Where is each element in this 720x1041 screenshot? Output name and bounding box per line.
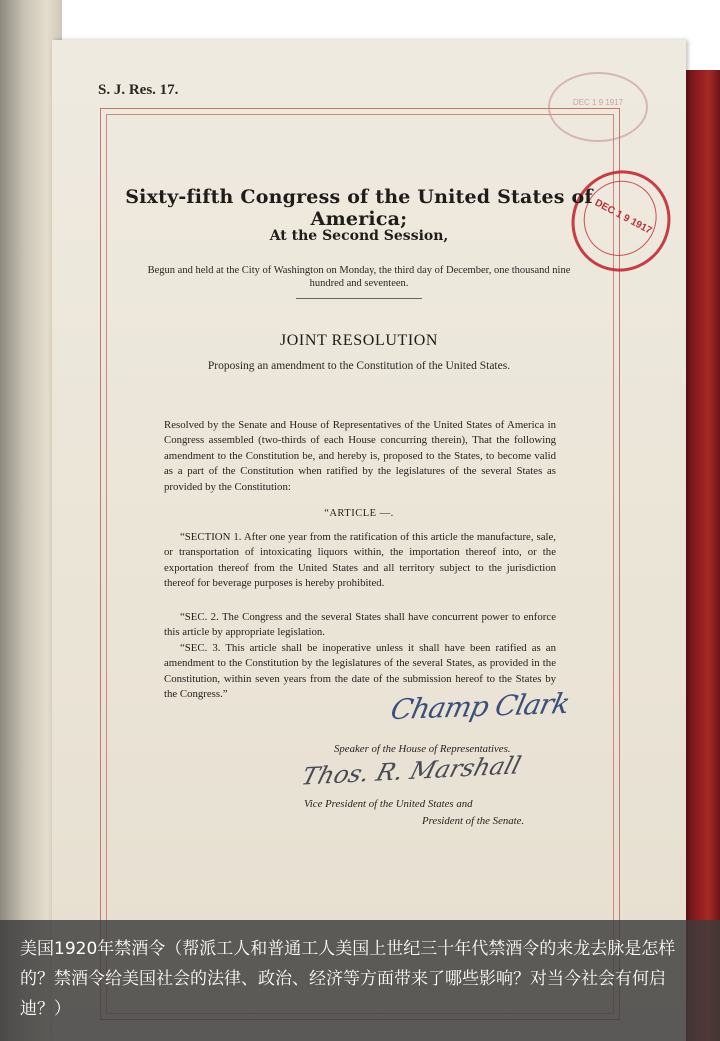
joint-resolution-subtitle: Proposing an amendment to the Constitution of the United States. xyxy=(207,360,511,372)
article-heading: “ARTICLE —. xyxy=(324,508,394,519)
section-2: “SEC. 2. The Congress and the several States shall have concurrent power to enforce this article by appropriate legislation. xyxy=(164,611,556,639)
congress-heading: Sixty-fifth Congress of the United States of America; xyxy=(125,186,593,230)
caption-overlay xyxy=(0,920,720,1041)
speaker-title: Speaker of the House of Representatives. xyxy=(334,743,511,755)
resolved-paragraph: Resolved by the Senate and House of Representatives of the United States of America in Congress assembled (two-thirds of each House concurring therein), That the following amendment to the Constitution be, and hereby is, proposed to the States, to become valid as a part of the Constitution when ratified by the legislatures of the several States as provided by the Constitution: xyxy=(164,419,556,493)
vice-president-signature: Thos. R. Marshall xyxy=(298,751,525,791)
vice-president-title-line2: President of the Senate. xyxy=(422,815,525,827)
joint-resolution-title: JOINT RESOLUTION xyxy=(279,332,439,349)
book-cover-edge xyxy=(682,70,720,1041)
section-1: “SECTION 1. After one year from the ratification of this article the manufacture, sale, or transportation of intoxicating liquors within, the importation thereof into, or the exportation thereof from the United States and all territory subject to the jurisdiction thereof for beverage purposes is hereby prohibited. xyxy=(164,531,556,590)
vice-president-title-line1: Vice President of the United States and xyxy=(304,798,473,810)
section-3: “SEC. 3. This article shall be inoperative unless it shall have been ratified as an amendment to the Constitution by the legislatures of the several States, as provided in the Constitution, within seven years from the date of the submission hereof to the States by the Congress.” xyxy=(164,642,556,701)
begun-line: Begun and held at the City of Washington on Monday, the third day of December, one thousand nine hundred and seventeen. xyxy=(147,265,571,289)
caption-text: 美国1920年禁酒令（帮派工人和普通工人美国上世纪三十年代禁酒令的来龙去脉是怎样的？禁酒令给美国社会的法律、政治、经济等方面带来了哪些影响？对当今社会有何启迪？） xyxy=(20,939,676,1019)
resolution-number: S. J. Res. 17. xyxy=(98,82,179,98)
session-heading: At the Second Session, xyxy=(269,228,449,244)
faint-stamp-date: DEC 1 9 1917 xyxy=(572,98,624,107)
divider-rule xyxy=(296,298,422,299)
document-page xyxy=(52,40,686,1041)
red-stamp-date: DEC 1 9 1917 xyxy=(592,197,654,237)
speaker-signature: Champ Clark xyxy=(387,686,573,727)
